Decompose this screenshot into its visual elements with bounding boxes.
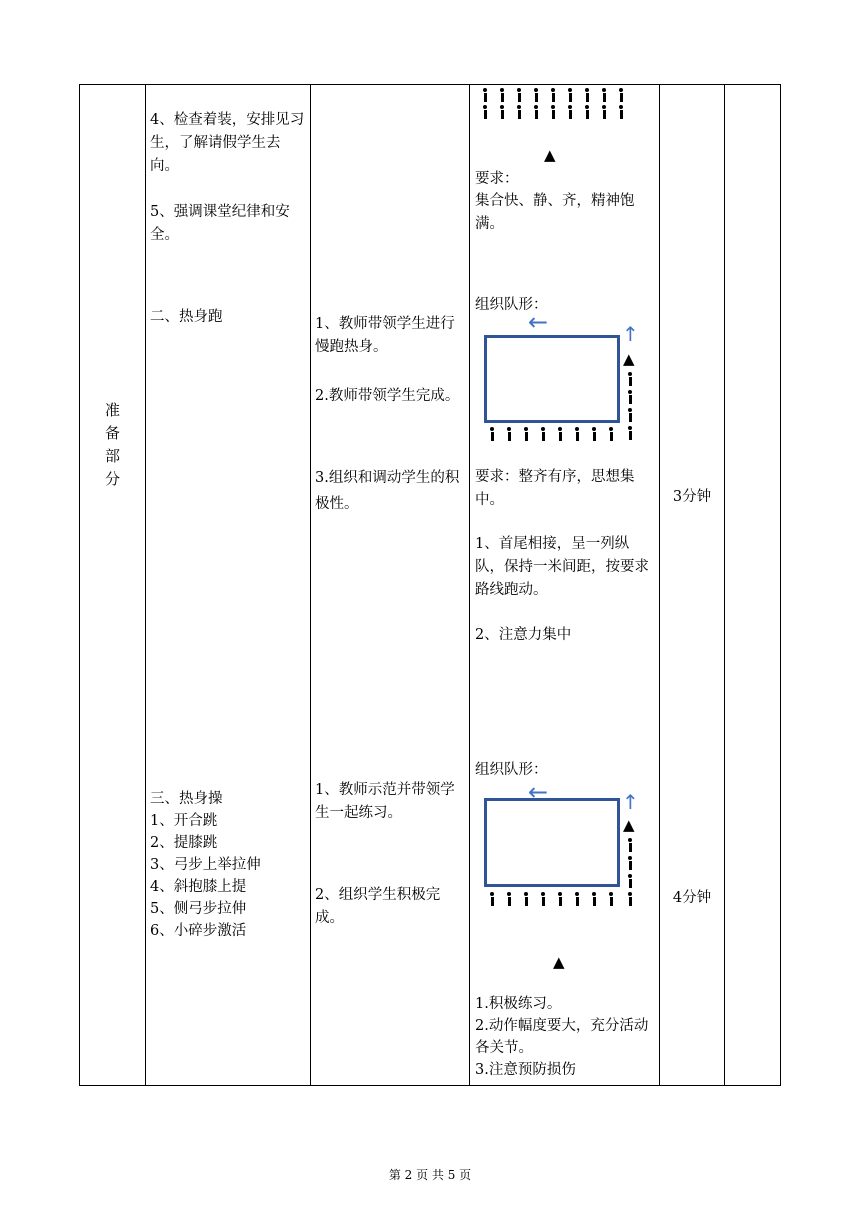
method-run-2: 2.教师带领学生完成。	[315, 388, 460, 404]
person-icon	[523, 427, 529, 441]
requirement-text: 集合快、静、齐，精神饱满。	[475, 193, 635, 232]
person-icon	[533, 105, 539, 119]
time-warmup-run: 3分钟	[672, 489, 712, 505]
exercise-note: 1.积极练习。	[475, 996, 562, 1012]
content-check-attire: 4、检查着装，安排见习生，了解请假学生去向。	[150, 112, 305, 174]
person-icon	[506, 427, 512, 441]
content-discipline: 5、强调课堂纪律和安全。	[150, 204, 290, 243]
teacher-icon: ▲	[623, 816, 635, 834]
teacher-icon: ▲	[553, 953, 565, 971]
warmup-exercise-list	[150, 810, 308, 942]
person-icon	[506, 892, 512, 906]
col-line-0	[79, 84, 80, 1086]
arrow-up-icon: ↑	[622, 790, 639, 814]
exercise-notes	[475, 993, 657, 1081]
section-label: 准 备 部 分	[104, 401, 120, 488]
person-icon	[550, 105, 556, 119]
person-icon	[627, 856, 633, 870]
formation-label-run: 组织队形：	[475, 297, 548, 313]
person-icon	[618, 105, 624, 119]
person-icon	[627, 838, 633, 852]
method-run-1: 1、教师带领学生进行慢跑热身。	[315, 316, 455, 355]
track-rectangle	[484, 335, 620, 423]
method-ex-1: 1、教师示范并带领学生一起练习。	[315, 782, 455, 821]
table-border-top	[79, 84, 781, 85]
person-icon	[608, 892, 614, 906]
person-icon	[489, 892, 495, 906]
person-icon	[627, 426, 633, 440]
person-icon	[489, 427, 495, 441]
person-icon	[540, 427, 546, 441]
col-line-6	[780, 84, 781, 1086]
person-icon	[533, 88, 539, 102]
method-run-3: 3.组织和调动学生的积极性。	[315, 470, 460, 512]
person-icon	[557, 892, 563, 906]
person-icon	[618, 88, 624, 102]
person-icon	[540, 892, 546, 906]
teacher-icon: ▲	[623, 350, 635, 368]
col-line-3	[469, 84, 470, 1086]
page-footer: 第 2 页 共 5 页	[388, 1168, 472, 1182]
person-icon	[608, 427, 614, 441]
person-icon	[627, 390, 633, 404]
arrow-left-icon: ←	[528, 308, 549, 336]
exercise-note: 2.动作幅度要大，充分活动各关节。	[475, 1018, 649, 1056]
method-ex-2: 2、组织学生积极完成。	[315, 887, 441, 926]
run-note-2: 2、注意力集中	[475, 627, 572, 643]
content-warmup-run: 二、热身跑	[150, 309, 223, 325]
student-row-2	[478, 105, 638, 119]
exercise-item: 2、提膝跳	[150, 835, 218, 851]
person-icon	[627, 874, 633, 888]
person-icon	[567, 88, 573, 102]
exercise-formation-diagram	[476, 778, 656, 912]
exercise-note: 3.注意预防损伤	[475, 1062, 576, 1078]
person-icon	[516, 105, 522, 119]
arrow-up-icon: ↑	[622, 322, 639, 346]
track-rectangle	[484, 798, 620, 887]
exercise-item: 4、斜抱膝上提	[150, 879, 247, 895]
teacher-icon: ▲	[544, 146, 556, 164]
student-row-1	[478, 88, 638, 102]
formation-label-exercise: 组织队形：	[475, 762, 548, 778]
person-icon	[557, 427, 563, 441]
arrow-left-icon: ←	[528, 778, 549, 806]
col-line-5	[724, 84, 725, 1086]
exercise-item: 6、小碎步激活	[150, 923, 247, 939]
person-icon	[627, 892, 633, 906]
person-icon	[591, 427, 597, 441]
run-note-1: 1、首尾相接，呈一列纵队，保持一米间距，按要求路线跑动。	[475, 536, 649, 598]
formation-assembly	[478, 88, 638, 168]
person-icon	[523, 892, 529, 906]
person-icon	[482, 105, 488, 119]
time-warmup-exercise: 4分钟	[672, 890, 712, 906]
col-line-1	[145, 84, 146, 1086]
exercise-item: 3、弓步上举拉伸	[150, 857, 261, 873]
person-icon	[482, 88, 488, 102]
person-icon	[591, 892, 597, 906]
content-warmup-exercise-title: 三、热身操	[150, 791, 223, 807]
exercise-item: 1、开合跳	[150, 813, 218, 829]
person-icon	[601, 105, 607, 119]
person-icon	[627, 408, 633, 422]
exercise-item: 5、侧弓步拉伸	[150, 901, 247, 917]
requirement-run: 要求：整齐有序，思想集中。	[475, 469, 635, 508]
person-icon	[550, 88, 556, 102]
running-formation-diagram	[476, 308, 656, 446]
person-icon	[574, 427, 580, 441]
requirement-label: 要求：	[475, 171, 519, 187]
person-icon	[574, 892, 580, 906]
person-icon	[499, 105, 505, 119]
col-line-2	[310, 84, 311, 1086]
person-icon	[567, 105, 573, 119]
person-icon	[601, 88, 607, 102]
person-icon	[627, 372, 633, 386]
table-border-bottom	[79, 1085, 781, 1086]
person-icon	[499, 88, 505, 102]
person-icon	[584, 88, 590, 102]
person-icon	[516, 88, 522, 102]
col-line-4	[659, 84, 660, 1086]
person-icon	[584, 105, 590, 119]
